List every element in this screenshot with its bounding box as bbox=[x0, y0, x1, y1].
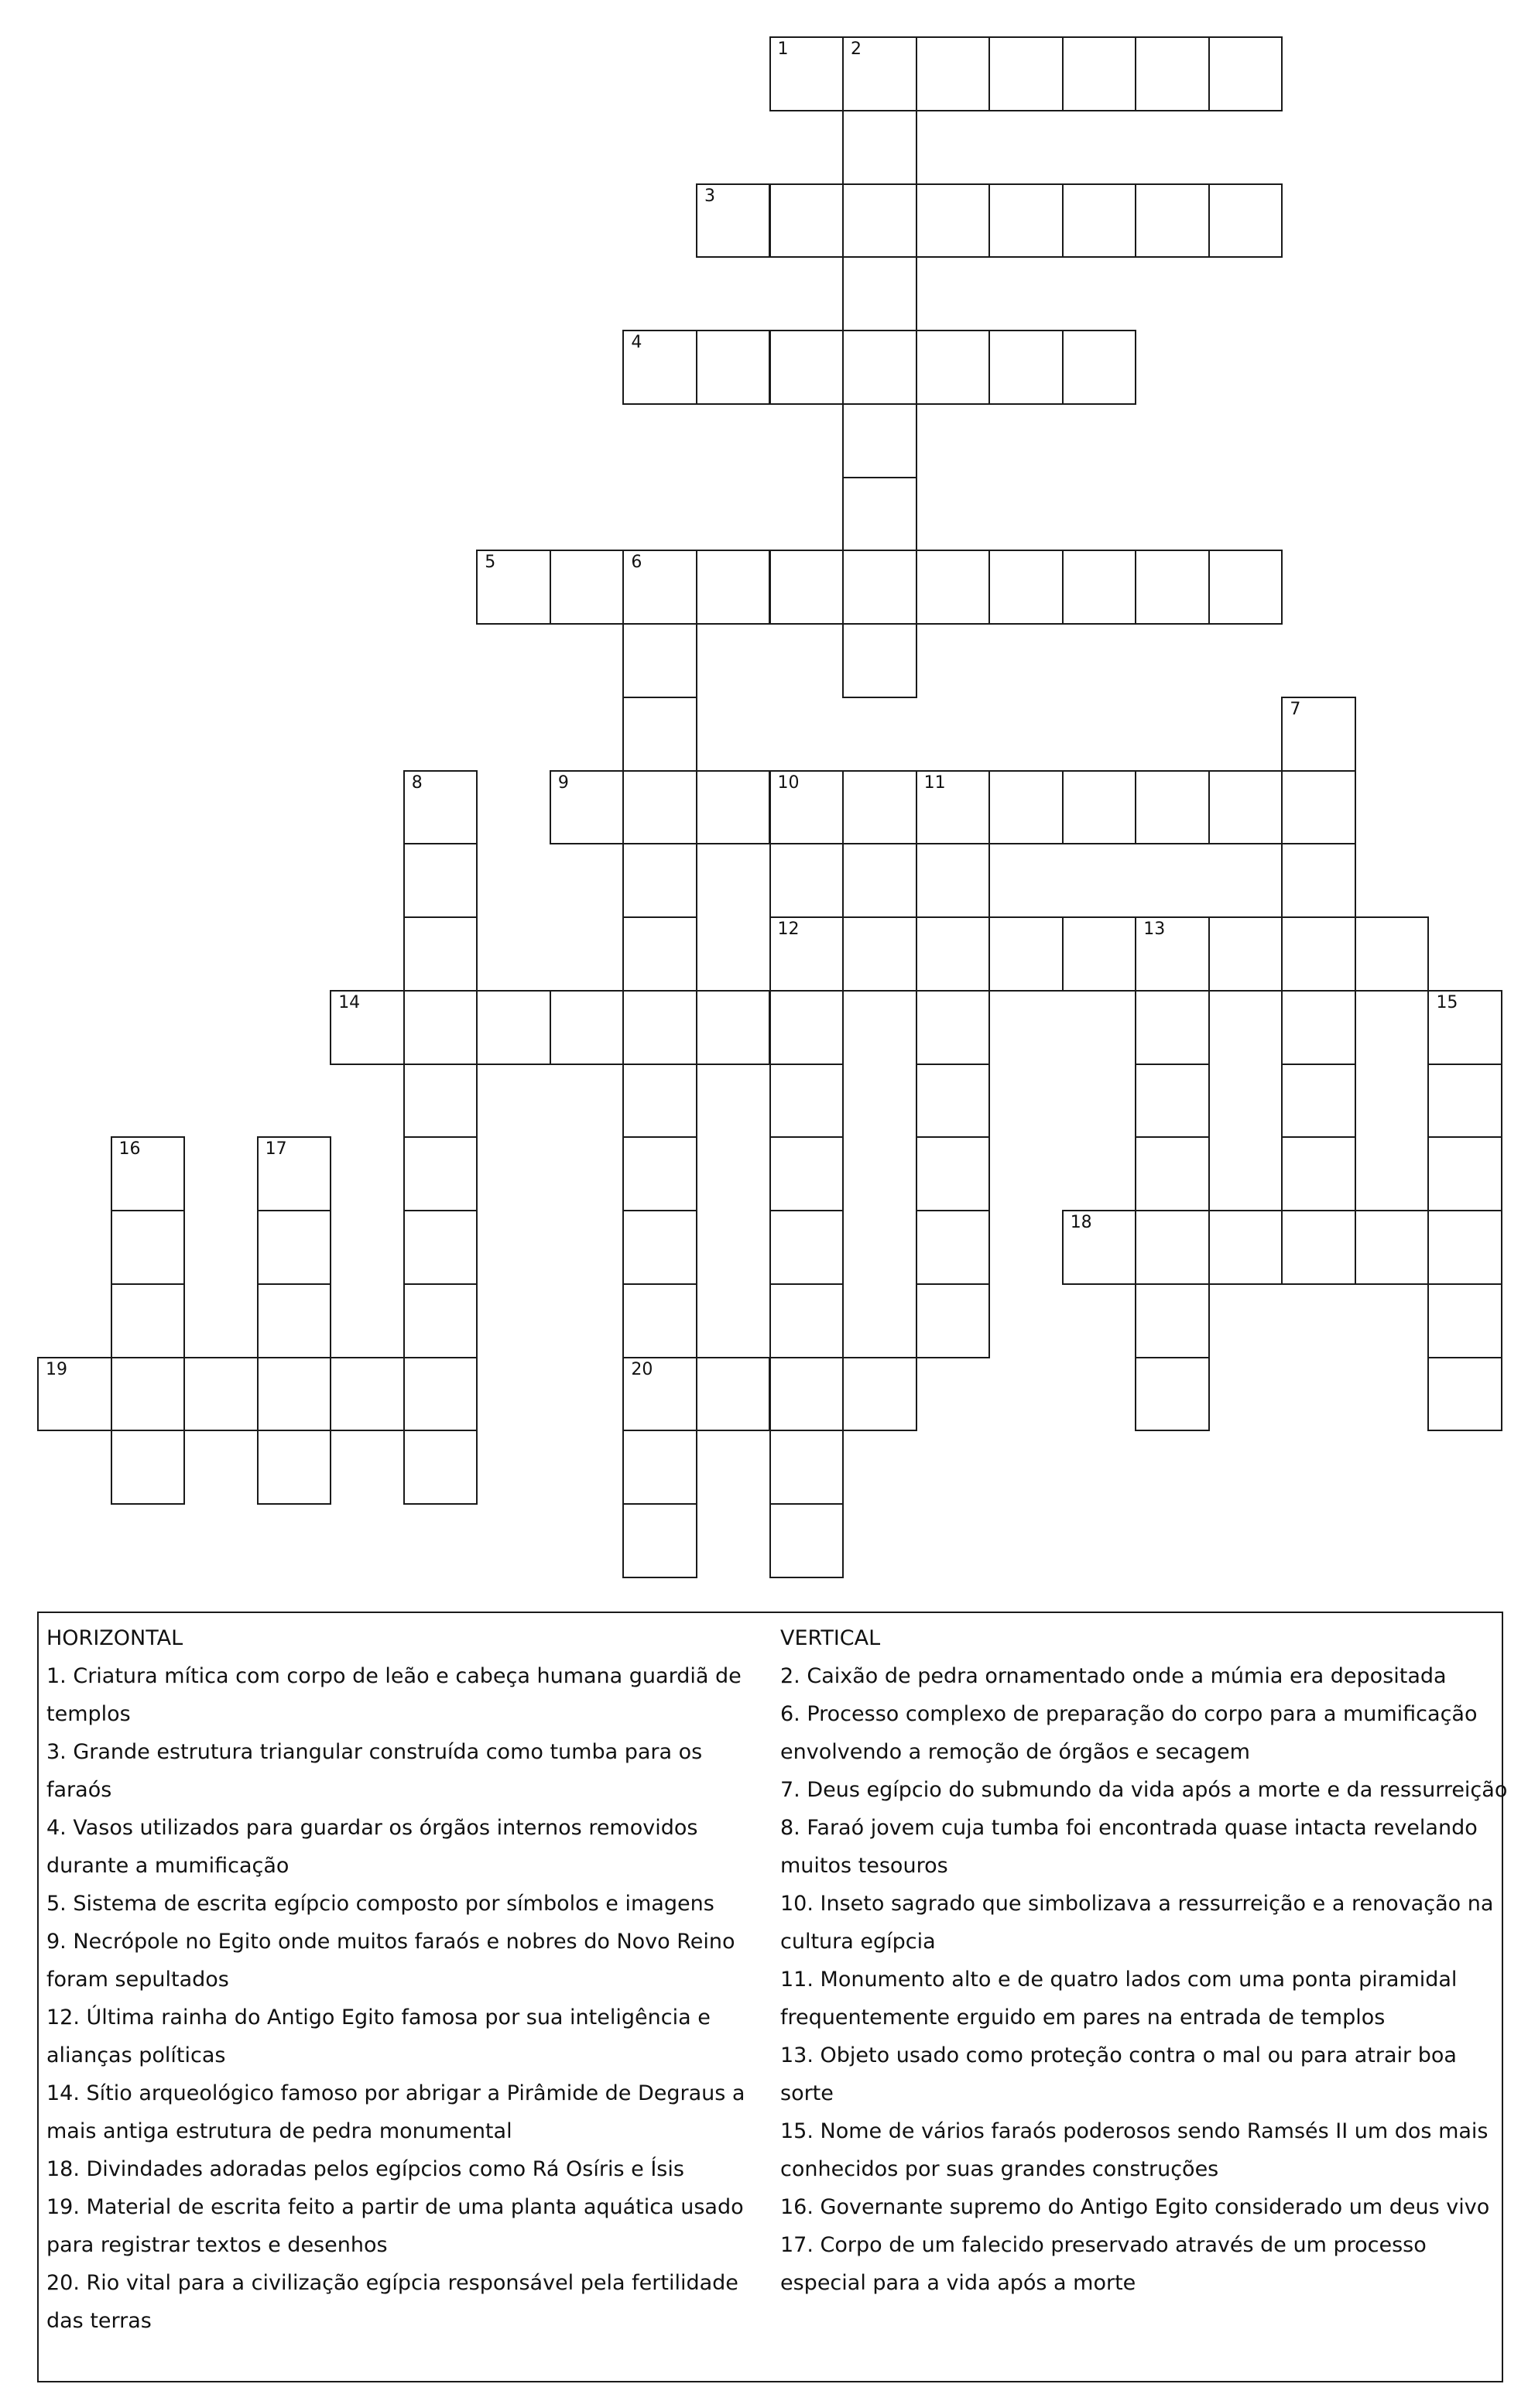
crossword-cell[interactable] bbox=[622, 990, 697, 1065]
across-clue-line: 12. Última rainha do Antigo Egito famosa por sua inteligência e bbox=[46, 2006, 711, 2030]
crossword-cell[interactable] bbox=[916, 1136, 991, 1211]
crossword-cell[interactable] bbox=[622, 697, 697, 772]
across-clue-line: 18. Divindades adoradas pelos egípcios como Rá Osíris e Ísis bbox=[46, 2157, 684, 2181]
crossword-cell[interactable] bbox=[1281, 1136, 1356, 1211]
down-clue-line: 11. Monumento alto e de quatro lados com uma ponta piramidal bbox=[780, 1968, 1458, 1992]
clue-number: 20 bbox=[631, 1359, 653, 1379]
crossword-cell[interactable] bbox=[111, 1357, 186, 1432]
crossword-cell[interactable] bbox=[403, 1136, 478, 1211]
crossword-cell[interactable] bbox=[403, 990, 478, 1065]
crossword-cell[interactable] bbox=[769, 1136, 845, 1211]
crossword-cell[interactable] bbox=[622, 623, 697, 698]
crossword-cell[interactable] bbox=[1208, 770, 1283, 845]
crossword-cell[interactable] bbox=[842, 110, 917, 185]
crossword-cell[interactable] bbox=[1427, 1357, 1502, 1432]
crossword-cell[interactable] bbox=[1135, 550, 1210, 625]
down-clue-line: 16. Governante supremo do Antigo Egito considerado um deus vivo bbox=[780, 2195, 1490, 2219]
across-clue-line: para registrar textos e desenhos bbox=[46, 2233, 388, 2257]
crossword-cell[interactable] bbox=[257, 1210, 332, 1285]
clue-number: 7 bbox=[1290, 699, 1301, 719]
clue-number: 13 bbox=[1143, 920, 1166, 939]
crossword-cell[interactable] bbox=[916, 330, 991, 405]
crossword-cell[interactable] bbox=[916, 916, 991, 992]
crossword-cell[interactable] bbox=[769, 1064, 845, 1139]
clue-number: 3 bbox=[704, 186, 715, 206]
clue-number: 9 bbox=[557, 772, 569, 793]
clue-number: 19 bbox=[46, 1359, 67, 1379]
crossword-cell[interactable] bbox=[1427, 1210, 1502, 1285]
crossword-cell[interactable] bbox=[1208, 916, 1283, 992]
crossword-cell[interactable] bbox=[403, 916, 478, 992]
crossword-cell[interactable] bbox=[988, 36, 1064, 111]
across-clue-list bbox=[46, 1657, 774, 2340]
crossword-cell[interactable] bbox=[769, 1210, 845, 1285]
down-clue-line: 2. Caixão de pedra ornamentado onde a múmia era depositada bbox=[780, 1664, 1447, 1688]
clues-box bbox=[37, 1612, 1508, 2382]
clue-number: 16 bbox=[118, 1139, 141, 1159]
crossword-cell[interactable] bbox=[916, 990, 991, 1065]
crossword-cell[interactable] bbox=[1135, 36, 1210, 111]
crossword-cell[interactable] bbox=[1281, 843, 1356, 918]
crossword-cell[interactable] bbox=[622, 1136, 697, 1211]
crossword-cell[interactable] bbox=[769, 36, 845, 111]
crossword-cell[interactable] bbox=[550, 550, 625, 625]
crossword-cell[interactable] bbox=[1427, 1136, 1502, 1211]
crossword-cell[interactable] bbox=[842, 550, 917, 625]
crossword-cell[interactable] bbox=[403, 1430, 478, 1505]
crossword-cell[interactable] bbox=[916, 770, 991, 845]
crossword-cell[interactable] bbox=[111, 1136, 186, 1211]
crossword-cell[interactable] bbox=[988, 330, 1064, 405]
across-clue-line: 5. Sistema de escrita egípcio composto por símbolos e imagens bbox=[46, 1892, 714, 1916]
down-clue-line: muitos tesouros bbox=[780, 1854, 948, 1878]
across-clue-line: 9. Necrópole no Egito onde muitos faraós e nobres do Novo Reino bbox=[46, 1930, 735, 1954]
crossword-cell[interactable] bbox=[622, 1210, 697, 1285]
crossword-cell[interactable] bbox=[1062, 1210, 1137, 1285]
down-clue-line: conhecidos por suas grandes construções bbox=[780, 2157, 1219, 2181]
crossword-cell[interactable] bbox=[622, 550, 697, 625]
crossword-cell[interactable] bbox=[769, 1283, 845, 1358]
crossword-cell[interactable] bbox=[403, 1210, 478, 1285]
crossword-cell[interactable] bbox=[769, 550, 845, 625]
crossword-cell[interactable] bbox=[1135, 1357, 1210, 1432]
crossword-cell[interactable] bbox=[696, 330, 771, 405]
clue-number: 18 bbox=[1070, 1213, 1092, 1232]
crossword-cell[interactable] bbox=[769, 990, 845, 1065]
crossword-cell[interactable] bbox=[988, 770, 1064, 845]
across-clue-line: alianças políticas bbox=[46, 2043, 226, 2067]
crossword-cell[interactable] bbox=[257, 1136, 332, 1211]
crossword-cell[interactable] bbox=[842, 623, 917, 698]
crossword-cell[interactable] bbox=[622, 843, 697, 918]
down-clue-line: 8. Faraó jovem cuja tumba foi encontrada quase intacta revelando bbox=[780, 1816, 1478, 1840]
crossword-cell[interactable] bbox=[1281, 990, 1356, 1065]
crossword-cell[interactable] bbox=[1427, 1283, 1502, 1358]
crossword-cell[interactable] bbox=[696, 770, 771, 845]
down-clue-line: 10. Inseto sagrado que simbolizava a ressurreição e a renovação na bbox=[780, 1892, 1494, 1916]
crossword-cell[interactable] bbox=[330, 990, 405, 1065]
crossword-cell[interactable] bbox=[1281, 1064, 1356, 1139]
crossword-cell[interactable] bbox=[842, 477, 917, 552]
crossword-cell[interactable] bbox=[916, 36, 991, 111]
crossword-cell[interactable] bbox=[622, 1503, 697, 1578]
clue-number: 6 bbox=[631, 553, 642, 573]
across-clue-line: durante a mumificação bbox=[46, 1854, 289, 1878]
crossword-cell[interactable] bbox=[1062, 550, 1137, 625]
crossword-cell[interactable] bbox=[1062, 770, 1137, 845]
crossword-cell[interactable] bbox=[916, 183, 991, 259]
crossword-cell[interactable] bbox=[842, 403, 917, 478]
crossword-cell[interactable] bbox=[696, 1357, 771, 1432]
crossword-cell[interactable] bbox=[842, 256, 917, 331]
crossword-cell[interactable] bbox=[1135, 770, 1210, 845]
crossword-cell[interactable] bbox=[1062, 36, 1137, 111]
crossword-cell[interactable] bbox=[37, 1357, 112, 1432]
clue-number: 10 bbox=[777, 772, 800, 793]
crossword-cell[interactable] bbox=[550, 990, 625, 1065]
across-clues-title: HORIZONTAL bbox=[46, 1626, 183, 1650]
across-clue-line: 1. Criatura mítica com corpo de leão e cabeça humana guardiã de bbox=[46, 1664, 742, 1688]
crossword-cell[interactable] bbox=[916, 1283, 991, 1358]
crossword-cell[interactable] bbox=[622, 330, 697, 405]
crossword-cell[interactable] bbox=[842, 183, 917, 259]
across-clue-line: foram sepultados bbox=[46, 1968, 229, 1992]
crossword-cell[interactable] bbox=[842, 916, 917, 992]
crossword-cell[interactable] bbox=[916, 1064, 991, 1139]
crossword-cell[interactable] bbox=[1135, 1210, 1210, 1285]
crossword-cell[interactable] bbox=[916, 843, 991, 918]
clue-number: 12 bbox=[777, 920, 800, 939]
crossword-cell[interactable] bbox=[842, 36, 917, 111]
crossword-cell[interactable] bbox=[403, 1357, 478, 1432]
clue-number: 8 bbox=[411, 772, 423, 793]
crossword-cell[interactable] bbox=[622, 770, 697, 845]
crossword-cell[interactable] bbox=[622, 1283, 697, 1358]
crossword-cell[interactable] bbox=[1135, 916, 1210, 992]
crossword-cell[interactable] bbox=[622, 1064, 697, 1139]
across-clue-line: templos bbox=[46, 1702, 131, 1726]
crossword-cell[interactable] bbox=[988, 916, 1064, 992]
crossword-cell[interactable] bbox=[1135, 1064, 1210, 1139]
crossword-cell[interactable] bbox=[842, 1357, 917, 1432]
crossword-cell[interactable] bbox=[769, 916, 845, 992]
crossword-cell[interactable] bbox=[988, 183, 1064, 259]
crossword-cell[interactable] bbox=[696, 990, 771, 1065]
crossword-cell[interactable] bbox=[842, 330, 917, 405]
down-clue-line: 6. Processo complexo de preparação do corpo para a mumificação bbox=[780, 1702, 1478, 1726]
crossword-cell[interactable] bbox=[1135, 990, 1210, 1065]
crossword-cell[interactable] bbox=[769, 183, 845, 259]
crossword-cell[interactable] bbox=[1135, 183, 1210, 259]
crossword-cell[interactable] bbox=[111, 1430, 186, 1505]
crossword-cell[interactable] bbox=[916, 1210, 991, 1285]
crossword-cell[interactable] bbox=[1427, 990, 1502, 1065]
clue-number: 11 bbox=[923, 772, 946, 793]
clue-number: 4 bbox=[631, 333, 642, 352]
crossword-cell[interactable] bbox=[403, 1283, 478, 1358]
crossword-cell[interactable] bbox=[1355, 1210, 1430, 1285]
crossword-cell[interactable] bbox=[403, 843, 478, 918]
down-clue-line: sorte bbox=[780, 2081, 834, 2105]
crossword-cell[interactable] bbox=[257, 1283, 332, 1358]
down-clue-line: frequentemente erguido em pares na entrada de templos bbox=[780, 2006, 1386, 2030]
down-clue-list bbox=[780, 1657, 1508, 2302]
crossword-cell[interactable] bbox=[111, 1210, 186, 1285]
down-clue-line: envolvendo a remoção de órgãos e secagem bbox=[780, 1740, 1250, 1764]
crossword-cell[interactable] bbox=[330, 1357, 405, 1432]
crossword-cell[interactable] bbox=[1281, 1210, 1356, 1285]
crossword-cell[interactable] bbox=[622, 916, 697, 992]
across-clue-line: 19. Material de escrita feito a partir de uma planta aquática usado bbox=[46, 2195, 744, 2219]
crossword-cell[interactable] bbox=[1062, 916, 1137, 992]
down-clues-column bbox=[780, 1619, 1508, 2302]
crossword-cell[interactable] bbox=[1281, 697, 1356, 772]
crossword-cell[interactable] bbox=[1208, 183, 1283, 259]
clue-number: 14 bbox=[338, 992, 361, 1012]
crossword-cell[interactable] bbox=[1427, 1064, 1502, 1139]
across-clue-line: 3. Grande estrutura triangular construída como tumba para os bbox=[46, 1740, 703, 1764]
across-clue-line: das terras bbox=[46, 2309, 152, 2333]
crossword-cell[interactable] bbox=[1208, 36, 1283, 111]
crossword-cell[interactable] bbox=[988, 550, 1064, 625]
down-clue-line: especial para a vida após a morte bbox=[780, 2271, 1136, 2295]
crossword-cell[interactable] bbox=[1281, 916, 1356, 992]
crossword-cell[interactable] bbox=[403, 1064, 478, 1139]
crossword-cell[interactable] bbox=[476, 550, 551, 625]
crossword-cell[interactable] bbox=[622, 1430, 697, 1505]
clue-number: 17 bbox=[265, 1139, 287, 1159]
down-clue-line: cultura egípcia bbox=[780, 1930, 936, 1954]
crossword-cell[interactable] bbox=[769, 843, 845, 918]
crossword-cell[interactable] bbox=[111, 1283, 186, 1358]
crossword-cell[interactable] bbox=[696, 550, 771, 625]
crossword-cell[interactable] bbox=[476, 990, 551, 1065]
crossword-cell[interactable] bbox=[1062, 330, 1137, 405]
crossword-cell[interactable] bbox=[257, 1357, 332, 1432]
crossword-cell[interactable] bbox=[1208, 1210, 1283, 1285]
crossword-cell[interactable] bbox=[403, 770, 478, 845]
down-clues-title: VERTICAL bbox=[780, 1626, 881, 1650]
crossword-cell[interactable] bbox=[1062, 183, 1137, 259]
crossword-cell[interactable] bbox=[769, 1503, 845, 1578]
crossword-cell[interactable] bbox=[916, 550, 991, 625]
across-clues-column bbox=[46, 1619, 774, 2340]
across-clue-line: mais antiga estrutura de pedra monumental bbox=[46, 2119, 512, 2143]
across-clue-line: 14. Sítio arqueológico famoso por abrigar a Pirâmide de Degraus a bbox=[46, 2081, 745, 2105]
crossword-cell[interactable] bbox=[769, 770, 845, 845]
across-clue-line: 20. Rio vital para a civilização egípcia responsável pela fertilidade bbox=[46, 2271, 738, 2295]
across-clue-line: faraós bbox=[46, 1778, 112, 1802]
crossword-cell[interactable] bbox=[769, 1357, 845, 1432]
clue-number: 2 bbox=[851, 39, 862, 59]
down-clue-line: 17. Corpo de um falecido preservado através de um processo bbox=[780, 2233, 1427, 2257]
clue-number: 1 bbox=[777, 39, 789, 59]
across-clue-line: 4. Vasos utilizados para guardar os órgãos internos removidos bbox=[46, 1816, 698, 1840]
down-clue-line: 13. Objeto usado como proteção contra o mal ou para atrair boa bbox=[780, 2043, 1457, 2067]
crossword-cell[interactable] bbox=[1135, 1283, 1210, 1358]
crossword-cell[interactable] bbox=[1135, 1136, 1210, 1211]
crossword-cell[interactable] bbox=[183, 1357, 259, 1432]
crossword-cell[interactable] bbox=[769, 1430, 845, 1505]
down-clue-line: 7. Deus egípcio do submundo da vida após a morte e da ressurreição bbox=[780, 1778, 1508, 1802]
crossword-cell[interactable] bbox=[696, 183, 771, 259]
crossword-cell[interactable] bbox=[1281, 770, 1356, 845]
clue-number: 5 bbox=[485, 553, 496, 573]
crossword-cell[interactable] bbox=[622, 1357, 697, 1432]
crossword-cell[interactable] bbox=[257, 1430, 332, 1505]
clue-number: 15 bbox=[1436, 992, 1458, 1012]
crossword-cell[interactable] bbox=[769, 330, 845, 405]
crossword-cell[interactable] bbox=[550, 770, 625, 845]
crossword-cell[interactable] bbox=[1355, 916, 1430, 992]
down-clue-line: 15. Nome de vários faraós poderosos sendo Ramsés II um dos mais bbox=[780, 2119, 1489, 2143]
crossword-cell[interactable] bbox=[1208, 550, 1283, 625]
crossword-cell[interactable] bbox=[842, 770, 917, 845]
